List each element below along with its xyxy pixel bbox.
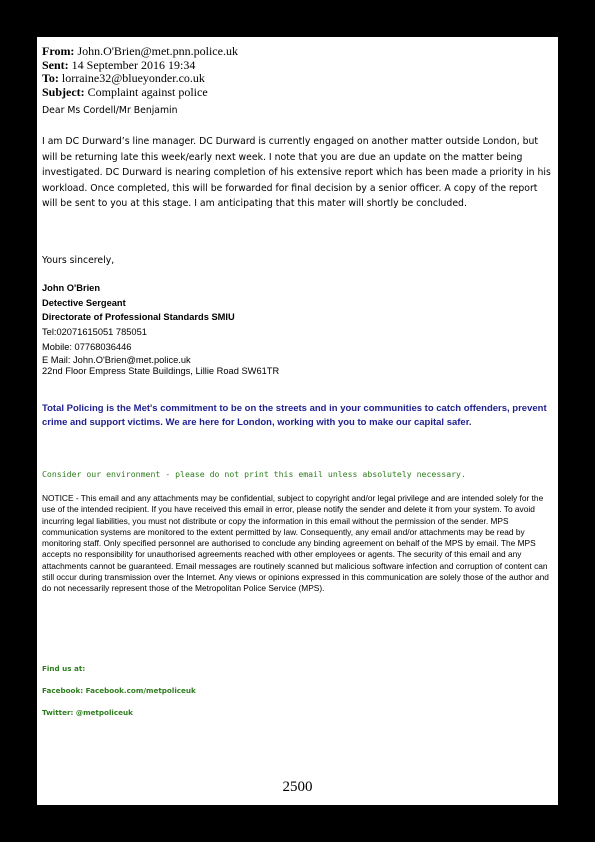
facebook-link[interactable]: Facebook: Facebook.com/metpoliceuk xyxy=(42,686,196,695)
signature-block xyxy=(42,281,279,378)
page-number: 2500 xyxy=(282,779,313,795)
environment-note: Consider our environment - please do not print this email unless absolutely necessary. xyxy=(42,469,466,479)
policing-slogan: Total Policing is the Met's commitment to be on the streets and in your communities to catch offenders, prevent crime and support victims. We are here for London, working with you to make our capital safer. xyxy=(42,403,547,428)
signature-email: E Mail: John.O'Brien@met.police.uk xyxy=(42,354,191,365)
sent-label: Sent: xyxy=(42,57,69,72)
subject-label: Subject: xyxy=(42,84,85,99)
email-header xyxy=(42,45,238,99)
salutation: Dear Ms Cordell/Mr Benjamin xyxy=(42,105,178,116)
document-page xyxy=(37,37,558,805)
find-us-label: Find us at: xyxy=(42,664,86,673)
signature-rank: Detective Sergeant xyxy=(42,297,126,308)
from-value: John.O'Brien@met.pnn.police.uk xyxy=(74,44,238,58)
signature-name: John O'Brien xyxy=(42,283,100,293)
signature-mobile: Mobile: 07768036446 xyxy=(42,341,132,352)
signature-address: 22nd Floor Empress State Buildings, Lillie Road SW61TR xyxy=(42,366,280,377)
subject-value: Complaint against police xyxy=(84,84,208,99)
sent-value: 14 September 2016 19:34 xyxy=(68,57,196,72)
subject-line xyxy=(42,86,238,100)
closing: Yours sincerely, xyxy=(42,255,115,266)
signature-department: Directorate of Professional Standards SMIU xyxy=(42,312,235,323)
from-label: From: xyxy=(42,44,75,58)
body-paragraph: I am DC Durward’s line manager. DC Durward is currently engaged on another matter outside London, but will be returning late this week/early next week. I note that you are due an update on the matter being investigated. DC Durward is nearing completion of his extensive report which has been made a priority in his workload. Once completed, this will be forwarded for final decision by a senior officer. A copy of the report will be sent to you at this stage. I am anticipating that this mater will shortly be concluded. xyxy=(42,136,551,209)
from-line xyxy=(42,45,238,59)
to-value: lorraine32@blueyonder.co.uk xyxy=(58,71,205,85)
to-line xyxy=(42,72,238,86)
social-links xyxy=(42,664,196,730)
legal-notice: NOTICE - This email and any attachments may be confidential, subject to copyright and/or legal privilege and are intended solely for the use of the intended recipient. If you have received this email in error, please notify the sender and delete it from your system. To avoid incurring legal liabilities, you must not distribute or copy the information in this email without the permission of the sender. MPS communication systems are monitored to the extent permitted by law. Consequently, any email and/or attachments may be read by monitoring staff. Only specified personnel are authorised to conclude any binding agreement on behalf of the MPS by email. The MPS accepts no responsibility for unauthorised agreements reached with other employees or agents. The security of this email and any attachments cannot be guaranteed. Email messages are routinely scanned but malicious software infection and corruption of content can still occur during transmission over the Internet. Any views or opinions expressed in this communication are solely those of the author and do not necessarily represent those of the Metropolitan Police Service (MPS). xyxy=(42,493,549,594)
twitter-link[interactable]: Twitter: @metpoliceuk xyxy=(42,708,133,717)
signature-tel: Tel:02071615051 785051 xyxy=(42,327,147,338)
to-label: To: xyxy=(42,71,59,85)
sent-line xyxy=(42,59,238,73)
